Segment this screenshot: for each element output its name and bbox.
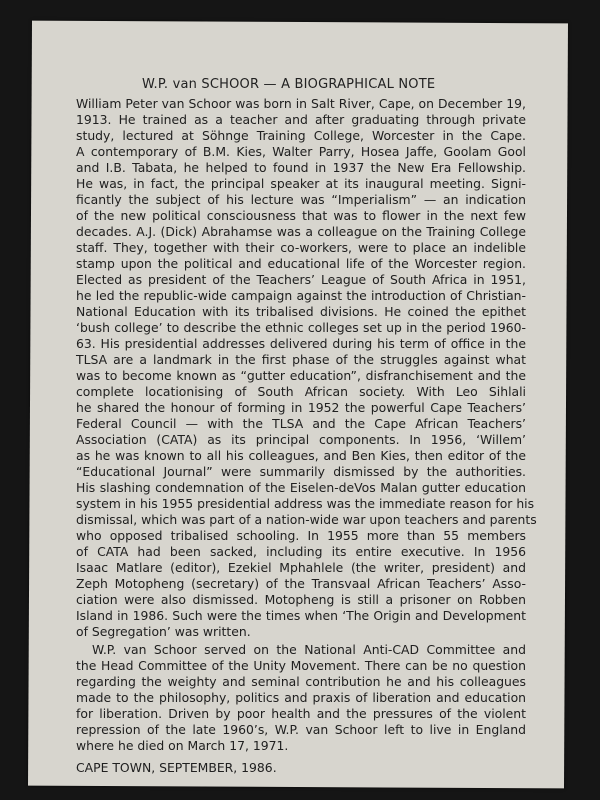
- text-line: where he died on March 17, 1971.: [76, 738, 289, 753]
- text-line: His slashing condemnation of the Eiselen-deVos Malan gutter education: [76, 480, 526, 495]
- text-line: regarding the weighty and seminal contribution he and his colleagues: [76, 674, 526, 689]
- text-line: who opposed tribalised schooling. In 1955 more than 55 members: [76, 528, 526, 543]
- text-line: Federal Council — with the TLSA and the Cape African Teachers’: [76, 416, 526, 431]
- text-line: made to the philosophy, politics and praxis of liberation and education: [76, 690, 526, 705]
- text-line: of the new political consciousness that was to flower in the next few: [76, 208, 526, 223]
- signoff-dateline: CAPE TOWN, SEPTEMBER, 1986.: [76, 760, 277, 775]
- text-line: he led the republic-wide campaign against the introduction of Christian-: [76, 288, 526, 303]
- text-line: He was, in fact, the principal speaker at its inaugural meeting. Signi-: [76, 176, 526, 191]
- text-line: A contemporary of B.M. Kies, Walter Parry, Hosea Jaffe, Goolam Gool: [76, 144, 526, 159]
- text-line: the Head Committee of the Unity Movement. There can be no question: [76, 658, 526, 673]
- text-line: system in his 1955 presidential address was the immediate reason for his: [76, 496, 535, 511]
- text-line: of CATA had been sacked, including its entire executive. In 1956: [76, 544, 526, 559]
- text-line: decades. A.J. (Dick) Abrahamse was a colleague on the Training College: [76, 224, 526, 239]
- text-line: 63. His presidential addresses delivered during his term of office in the: [76, 336, 526, 351]
- text-line: staff. They, together with their co-workers, were to place an indelible: [76, 240, 526, 255]
- text-line: Zeph Motopheng (secretary) of the Transvaal African Teachers’ Asso-: [76, 576, 526, 591]
- text-line: he shared the honour of forming in 1952 the powerful Cape Teachers’: [76, 400, 526, 415]
- text-line: and I.B. Tabata, he helped to found in 1937 the New Era Fellowship.: [76, 160, 526, 175]
- text-line: TLSA are a landmark in the first phase of the struggles against what: [76, 352, 526, 367]
- text-line: repression of the late 1960’s, W.P. van Schoor left to live in England: [76, 722, 526, 737]
- text-line: complete locationising of South African society. With Leo Sihlali: [76, 384, 526, 399]
- text-line: for liberation. Driven by poor health and the pressures of the violent: [76, 706, 526, 721]
- text-line: 1913. He trained as a teacher and after graduating through private: [76, 112, 526, 127]
- text-line: ficantly the subject of his lecture was “Imperialism” — an indication: [76, 192, 526, 207]
- text-line: as he was known to all his colleagues, and Ben Kies, then editor of the: [76, 448, 526, 463]
- text-line: of Segregation’ was written.: [76, 624, 251, 639]
- text-line: National Education with its tribalised divisions. He coined the epithet: [76, 304, 526, 319]
- text-line: Association (CATA) as its principal components. In 1956, ‘Willem’: [76, 432, 526, 447]
- text-line: was to become known as “gutter education”, disfranchisement and the: [76, 368, 526, 383]
- text-line: stamp upon the political and educational life of the Worcester region.: [76, 256, 526, 271]
- text-line: William Peter van Schoor was born in Salt River, Cape, on December 19,: [76, 96, 526, 111]
- text-line: study, lectured at Söhnge Training College, Worcester in the Cape.: [76, 128, 526, 143]
- page-title: W.P. van SCHOOR — A BIOGRAPHICAL NOTE: [142, 77, 436, 92]
- text-line: Isaac Matlare (editor), Ezekiel Mphahlele (the writer, president) and: [76, 560, 526, 575]
- text-line: W.P. van Schoor served on the National Anti-CAD Committee and: [92, 642, 526, 657]
- text-line: Elected as president of the Teachers’ League of South Africa in 1951,: [76, 272, 526, 287]
- text-line: Island in 1986. Such were the times when ‘The Origin and Development: [76, 608, 526, 623]
- text-line: ciation were also dismissed. Motopheng is still a prisoner on Robben: [76, 592, 526, 607]
- text-line: dismissal, which was part of a nation-wide war upon teachers and parents: [76, 512, 537, 527]
- text-line: “Educational Journal” were summarily dismissed by the authorities.: [76, 464, 526, 479]
- text-line: ‘bush college’ to describe the ethnic colleges set up in the period 1960-: [76, 320, 526, 335]
